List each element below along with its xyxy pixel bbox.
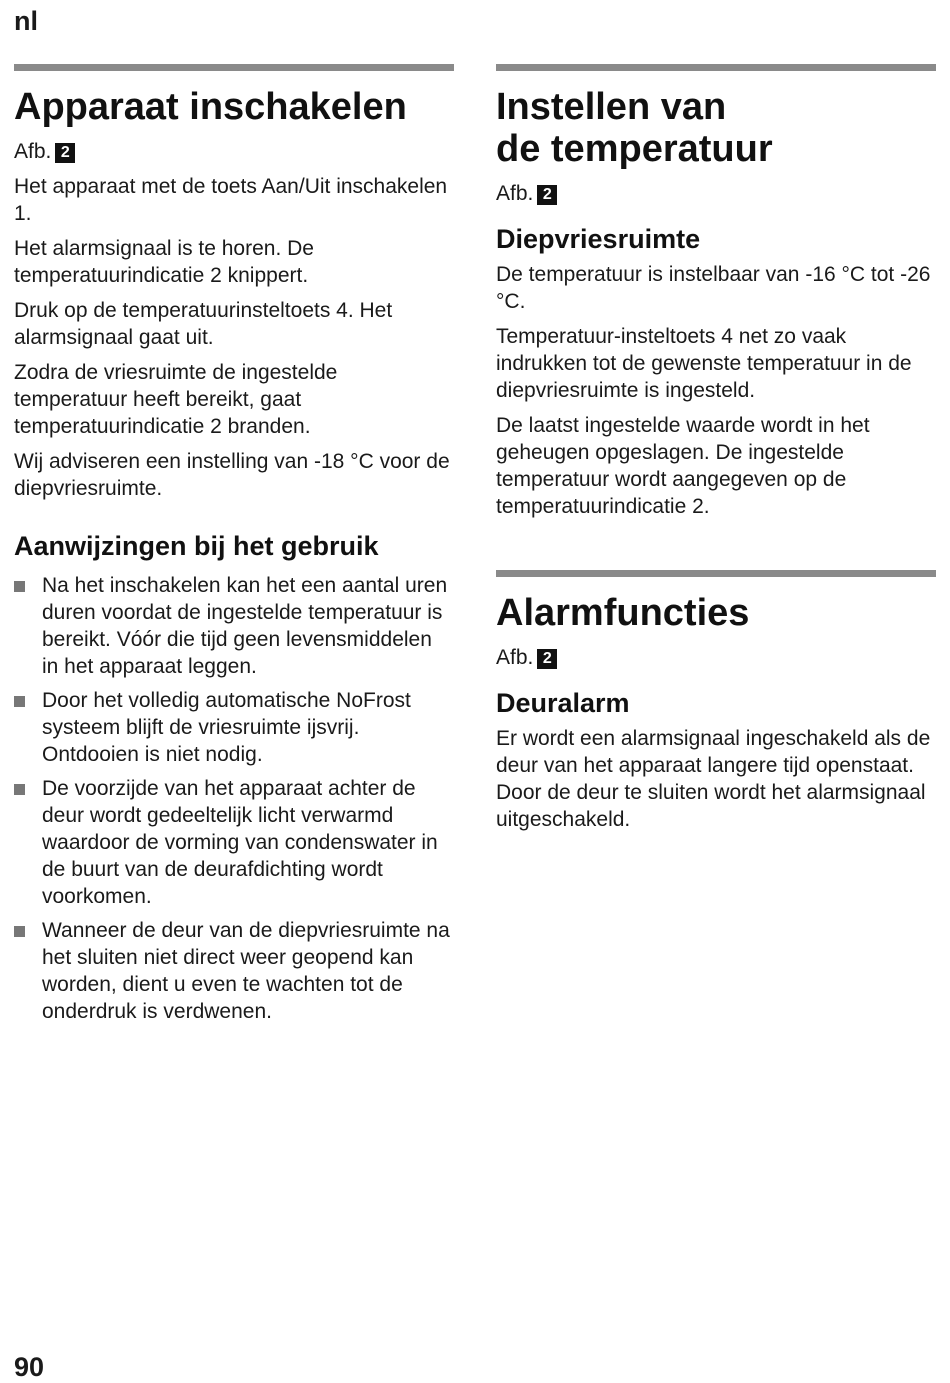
list-item-text: Na het inschakelen kan het een aantal uren duren voordat de ingestelde temperatuur is bereikt. Vóór die tijd geen levensmiddelen in het apparaat leggen. (42, 574, 448, 678)
heading-apparaat-inschakelen: Apparaat inschakelen (14, 86, 407, 128)
list-item-text: Door het volledig automatische NoFrost systeem blijft de vriesruimte ijsvrij. Ontdooien is niet nodig. (42, 689, 411, 766)
paragraph: De laatst ingestelde waarde wordt in het geheugen opgeslagen. De ingestelde temperatuur wordt aangegeven op de temperatuurindicatie 2. (496, 414, 870, 518)
figure-number-badge: 2 (537, 185, 557, 205)
section-rule (496, 570, 936, 577)
heading-line: de temperatuur (496, 128, 773, 170)
list-item-text: De voorzijde van het apparaat achter de deur wordt gedeeltelijk licht verwarmd waardoor de vorming van condenswater in de buurt van de deurafdichting wordt voorkomen. (42, 777, 438, 908)
subheading-deuralarm: Deuralarm (496, 688, 630, 718)
paragraph: Temperatuur-insteltoets 4 net zo vaak indrukken tot de gewenste temperatuur in de diepvriesruimte is ingesteld. (496, 325, 912, 402)
figure-label: Afb. (14, 140, 52, 163)
subheading-diepvriesruimte: Diepvriesruimte (496, 224, 701, 254)
bullet-square-icon (14, 581, 25, 592)
figure-reference (14, 138, 454, 165)
bullet-square-icon (14, 696, 25, 707)
right-column (496, 64, 936, 833)
list-item (14, 775, 454, 910)
section-rule (14, 64, 454, 71)
left-column (14, 64, 454, 1025)
paragraph: Zodra de vriesruimte de ingestelde temperatuur heeft bereikt, gaat temperatuurindicatie 2 branden. (14, 361, 338, 438)
heading-line: Instellen van (496, 86, 727, 128)
figure-label: Afb. (496, 646, 534, 669)
bullet-square-icon (14, 784, 25, 795)
paragraph: Wij adviseren een instelling van -18 °C voor de diepvriesruimte. (14, 450, 450, 500)
language-code: nl (14, 6, 38, 36)
section-rule (496, 64, 936, 71)
paragraph: Er wordt een alarmsignaal ingeschakeld als de deur van het apparaat langere tijd openstaat. Door de deur te sluiten wordt het alarmsignaal uitgeschakeld. (496, 727, 931, 831)
paragraph: De temperatuur is instelbaar van -16 °C tot -26 °C. (496, 263, 931, 313)
heading-aanwijzingen: Aanwijzingen bij het gebruik (14, 531, 379, 561)
paragraph: Het apparaat met de toets Aan/Uit inschakelen 1. (14, 175, 448, 225)
figure-number-badge: 2 (537, 649, 557, 669)
list-item (14, 572, 454, 680)
bullet-square-icon (14, 926, 25, 937)
paragraph: Druk op de temperatuurinsteltoets 4. Het alarmsignaal gaat uit. (14, 299, 393, 349)
list-item-text: Wanneer de deur van de diepvriesruimte na het sluiten niet direct weer geopend kan worden, dient u even te wachten tot de onderdruk is verdwenen. (42, 919, 450, 1023)
list-item (14, 687, 454, 768)
heading-alarmfuncties: Alarmfuncties (496, 592, 750, 634)
heading-instellen-temperatuur (496, 86, 936, 170)
figure-number-badge: 2 (55, 143, 75, 163)
figure-reference (496, 644, 936, 671)
figure-label: Afb. (496, 182, 534, 205)
paragraph: Het alarmsignaal is te horen. De temperatuurindicatie 2 knippert. (14, 237, 314, 287)
usage-notes-list (14, 572, 454, 1025)
page-number: 90 (14, 1352, 45, 1382)
list-item (14, 917, 454, 1025)
figure-reference (496, 180, 936, 207)
